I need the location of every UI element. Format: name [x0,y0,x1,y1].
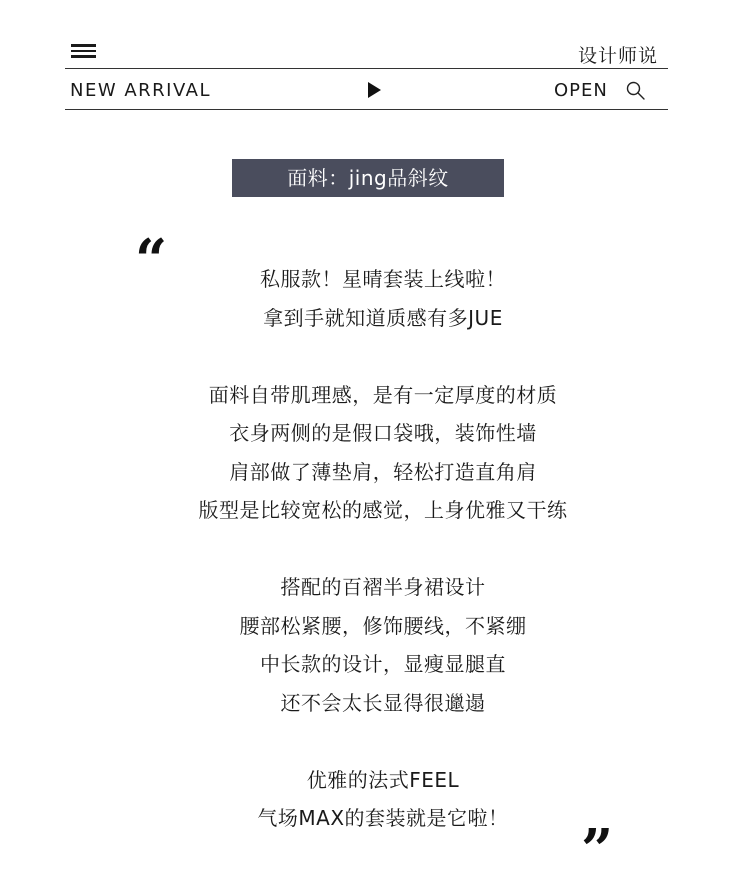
text-line: 版型是比较宽松的感觉，上身优雅又干练 [198,498,568,522]
text-line: 面料自带肌理感，是有一定厚度的材质 [208,383,558,407]
text-line: 优雅的法式FEEL [306,768,460,792]
close-quote-mark: ” [581,817,614,883]
text-line: 衣身两侧的是假口袋哦，装饰性墙 [229,421,537,445]
text-line: 还不会太长显得很邋遢 [280,691,486,715]
fabric-banner: 面料：jing品斜纹 [232,159,504,197]
text-line: 私服款！星晴套装上线啦！ [260,267,506,291]
new-arrival-label[interactable]: NEW ARRIVAL [70,80,211,101]
text-line: 肩部做了薄垫肩，轻松打造直角肩 [229,460,537,484]
text-line: 搭配的百褶半身裙设计 [280,575,486,599]
designer-says-label: 设计师说 [577,45,658,67]
text-line: 腰部松紧腰，修饰腰线，不紧绷 [239,614,527,638]
text-line: 拿到手就知道质感有多JUE [263,306,503,330]
open-quote-mark: “ [135,227,168,293]
text-line: 气场MAX的套装就是它啦！ [257,806,509,830]
text-line: 中长款的设计，显瘦显腿直 [260,652,506,676]
open-label[interactable]: OPEN [554,80,608,101]
